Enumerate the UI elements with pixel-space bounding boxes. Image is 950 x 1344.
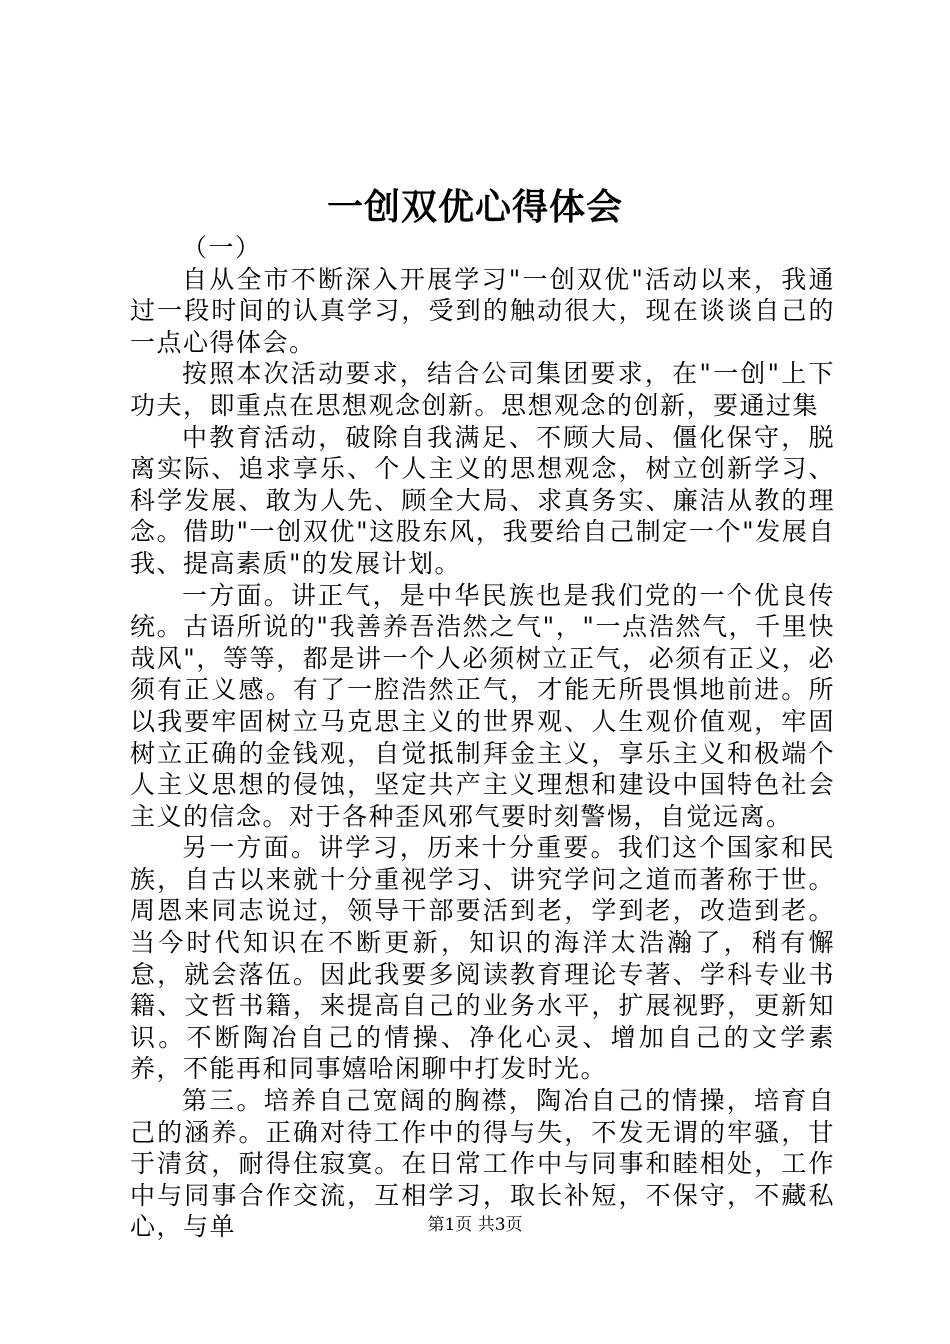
paragraph-cultivation: 第三。培养自己宽阔的胸襟，陶冶自己的情操，培育自己的涵养。正确对待工作中的得与失，不发无谓的牢骚，甘于清贫，耐得住寂寞。在日常工作中与同事和睦相处，工作中与同事合作交流，互相学习，取长补短，不保守，不藏私心，与单 (130, 1086, 835, 1242)
paragraph-intro: 自从全市不断深入开展学习"一创双优"活动以来，我通过一段时间的认真学习，受到的触动很大，现在谈谈自己的一点心得体会。 (130, 264, 835, 357)
document-body (130, 232, 835, 1243)
paragraph-learning: 另一方面。讲学习，历来十分重要。我们这个国家和民族，自古以来就十分重视学习、讲究学问之道而著称于世。周恩来同志说过，领导干部要活到老，学到老，改造到老。当今时代知识在不断更新，知识的海洋太浩瀚了，稍有懈怠，就会落伍。因此我要多阅读教育理论专著、学科专业书籍、文哲书籍，来提高自己的业务水平，扩展视野，更新知识。不断陶冶自己的情操、净化心灵、增加自己的文学素养，不能再和同事嬉哈闲聊中打发时光。 (130, 833, 835, 1084)
paragraph-section-marker: （一） (182, 233, 262, 262)
document-title: 一创双优心得体会 (326, 186, 623, 228)
page-number-footer: 第1页 共3页 (427, 1215, 523, 1235)
paragraph-requirements: 按照本次活动要求，结合公司集团要求，在"一创"上下功夫，即重点在思想观念创新。思想观念的创新，要通过集 (130, 359, 835, 420)
paragraph-integrity: 一方面。讲正气，是中华民族也是我们党的一个优良传统。古语所说的"我善养吾浩然之气"，"一点浩然气，千里快哉风"，等等，都是讲一个人必须树立正气，必须有正义，必须有正义感。有了一腔浩然正气，才能无所畏惧地前进。所以我要牢固树立马克思主义的世界观、人生观价值观，牢固树立正确的金钱观，自觉抵制拜金主义，享乐主义和极端个人主义思想的侵蚀，坚定共产主义理想和建设中国特色社会主义的信念。对于各种歪风邪气要时刻警惕，自觉远离。 (130, 580, 835, 831)
paragraph-education-activity: 中教育活动，破除自我满足、不顾大局、僵化保守，脱离实际、追求享乐、个人主义的思想观念，树立创新学习、科学发展、敢为人先、顾全大局、求真务实、廉洁从教的理念。借助"一创双优"这股东风，我要给自己制定一个"发展自我、提高素质"的发展计划。 (130, 422, 835, 578)
